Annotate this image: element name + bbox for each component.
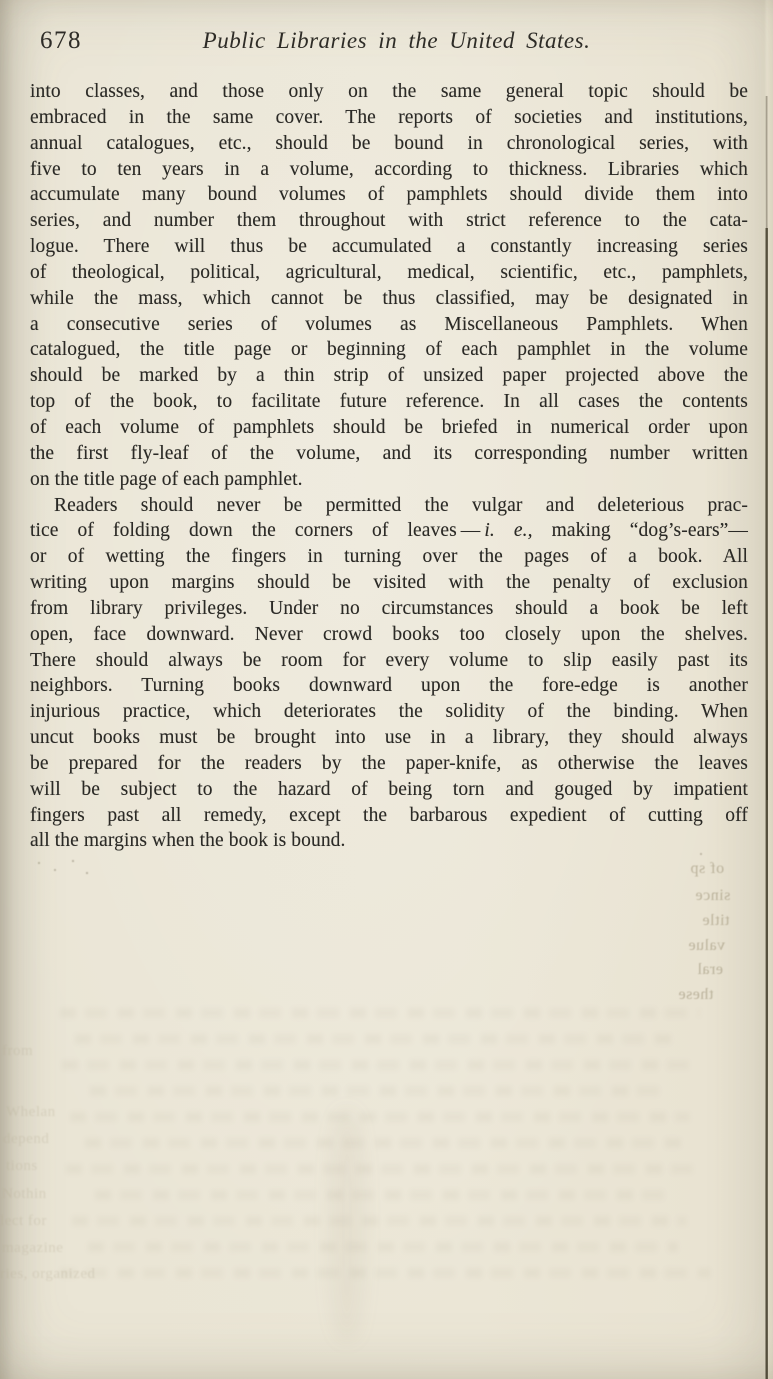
show-through-fragment: Nothin bbox=[2, 1186, 47, 1202]
show-through-fragment: Whelan bbox=[6, 1104, 56, 1120]
text-line: writing upon margins should be visited with the penalty of exclusion bbox=[30, 572, 748, 594]
paper-speck bbox=[86, 872, 88, 874]
text-line: uncut books must be brought into use in a library, they should always bbox=[30, 727, 748, 749]
paper-speck bbox=[700, 853, 702, 855]
paper-speck bbox=[72, 860, 74, 862]
paper-stain bbox=[330, 1110, 364, 1340]
show-through-fragment: lect for bbox=[0, 1213, 47, 1229]
text-line: while the mass, which cannot be thus classified, may be designated in bbox=[30, 287, 748, 309]
show-through-faint-line bbox=[62, 1060, 692, 1070]
running-header-title: Public Libraries in the United States. bbox=[202, 28, 591, 53]
text-line: tice of folding down the corners of leaves — i. e., making “dog’s-ears”— bbox=[30, 520, 748, 542]
show-through-faint-line bbox=[85, 1138, 685, 1148]
text-line: or of wetting the fingers in turning over the pages of a book. All bbox=[30, 546, 748, 568]
text-line: neighbors. Turning books downward upon the fore-edge is another bbox=[30, 675, 748, 697]
text-line: Readers should never be permitted the vulgar and deleterious prac- bbox=[54, 494, 748, 516]
text-line: series, and number them throughout with strict reference to the cata- bbox=[30, 210, 748, 232]
text-line: of theological, political, agricultural, medical, scientific, etc., pamphlets, bbox=[30, 261, 748, 283]
show-through-faint-line bbox=[72, 1216, 687, 1226]
text-line: There should always be room for every volume to slip easily past its bbox=[30, 649, 748, 671]
paper-speck bbox=[38, 862, 40, 864]
text-line: top of the book, to facilitate future reference. In all cases the contents bbox=[30, 391, 748, 413]
show-through-fragment: ries, organized bbox=[0, 1266, 96, 1282]
text-line: fingers past all remedy, except the barbarous expedient of cutting off bbox=[30, 804, 748, 826]
show-through-fragment: title bbox=[702, 912, 730, 929]
text-line: a consecutive series of volumes as Miscellaneous Pamphlets. When bbox=[30, 313, 748, 335]
text-block bbox=[30, 79, 748, 854]
text-line: accumulate many bound volumes of pamphlets should divide them into bbox=[30, 184, 748, 206]
text-line: five to ten years in a volume, according to thickness. Libraries which bbox=[30, 158, 748, 180]
show-through-fragment: depend bbox=[3, 1131, 50, 1147]
show-through-fragment: since bbox=[695, 887, 731, 904]
text-line: annual catalogues, etc., should be bound in chronological series, with bbox=[30, 132, 748, 154]
show-through-fragment: value bbox=[688, 937, 726, 954]
show-through-fragment: magazine bbox=[2, 1240, 64, 1256]
text-line: logue. There will thus be accumulated a constantly increasing series bbox=[30, 236, 748, 258]
show-through-faint-line bbox=[66, 1164, 696, 1174]
text-line: will be subject to the hazard of being torn and gouged by impatient bbox=[30, 778, 748, 800]
show-through-fragment: of sp bbox=[690, 860, 725, 877]
text-line: should be marked by a thin strip of unsized paper projected above the bbox=[30, 365, 748, 387]
text-line: into classes, and those only on the same general topic should be bbox=[30, 81, 748, 102]
text-line: open, face downward. Never crowd books too closely upon the shelves. bbox=[30, 623, 748, 645]
show-through-faint-line bbox=[88, 1242, 678, 1252]
text-line: catalogued, the title page or beginning of each pamphlet in the volume bbox=[30, 339, 748, 361]
show-through-faint-line bbox=[70, 1112, 690, 1122]
show-through-faint-line bbox=[60, 1268, 710, 1278]
text-line: of each volume of pamphlets should be briefed in numerical order upon bbox=[30, 416, 748, 438]
text-line: from library privileges. Under no circumstances should a book be left bbox=[30, 597, 748, 619]
show-through-faint-line bbox=[95, 1190, 665, 1200]
page-edge-shadow-line bbox=[759, 0, 773, 1379]
show-through-faint-line bbox=[60, 1008, 700, 1018]
text-line: embraced in the same cover. The reports of societies and institutions, bbox=[30, 106, 748, 128]
page-number: 678 bbox=[40, 27, 82, 54]
show-through-fragment: eral bbox=[697, 961, 723, 978]
text-line: be prepared for the readers by the paper-knife, as otherwise the leaves bbox=[30, 752, 748, 774]
show-through-fragment: these bbox=[678, 986, 714, 1003]
show-through-faint-line bbox=[75, 1034, 675, 1044]
paper-speck bbox=[54, 869, 56, 871]
text-line: all the margins when the book is bound. bbox=[30, 830, 346, 852]
show-through-fragment: from bbox=[2, 1043, 34, 1059]
show-through-fragment: tions bbox=[6, 1158, 38, 1174]
show-through-faint-line bbox=[90, 1086, 670, 1096]
text-line: the first fly-leaf of the volume, and its corresponding number written bbox=[30, 442, 748, 464]
text-line: on the title page of each pamphlet. bbox=[30, 468, 303, 490]
text-line: injurious practice, which deteriorates the solidity of the binding. When bbox=[30, 701, 748, 723]
